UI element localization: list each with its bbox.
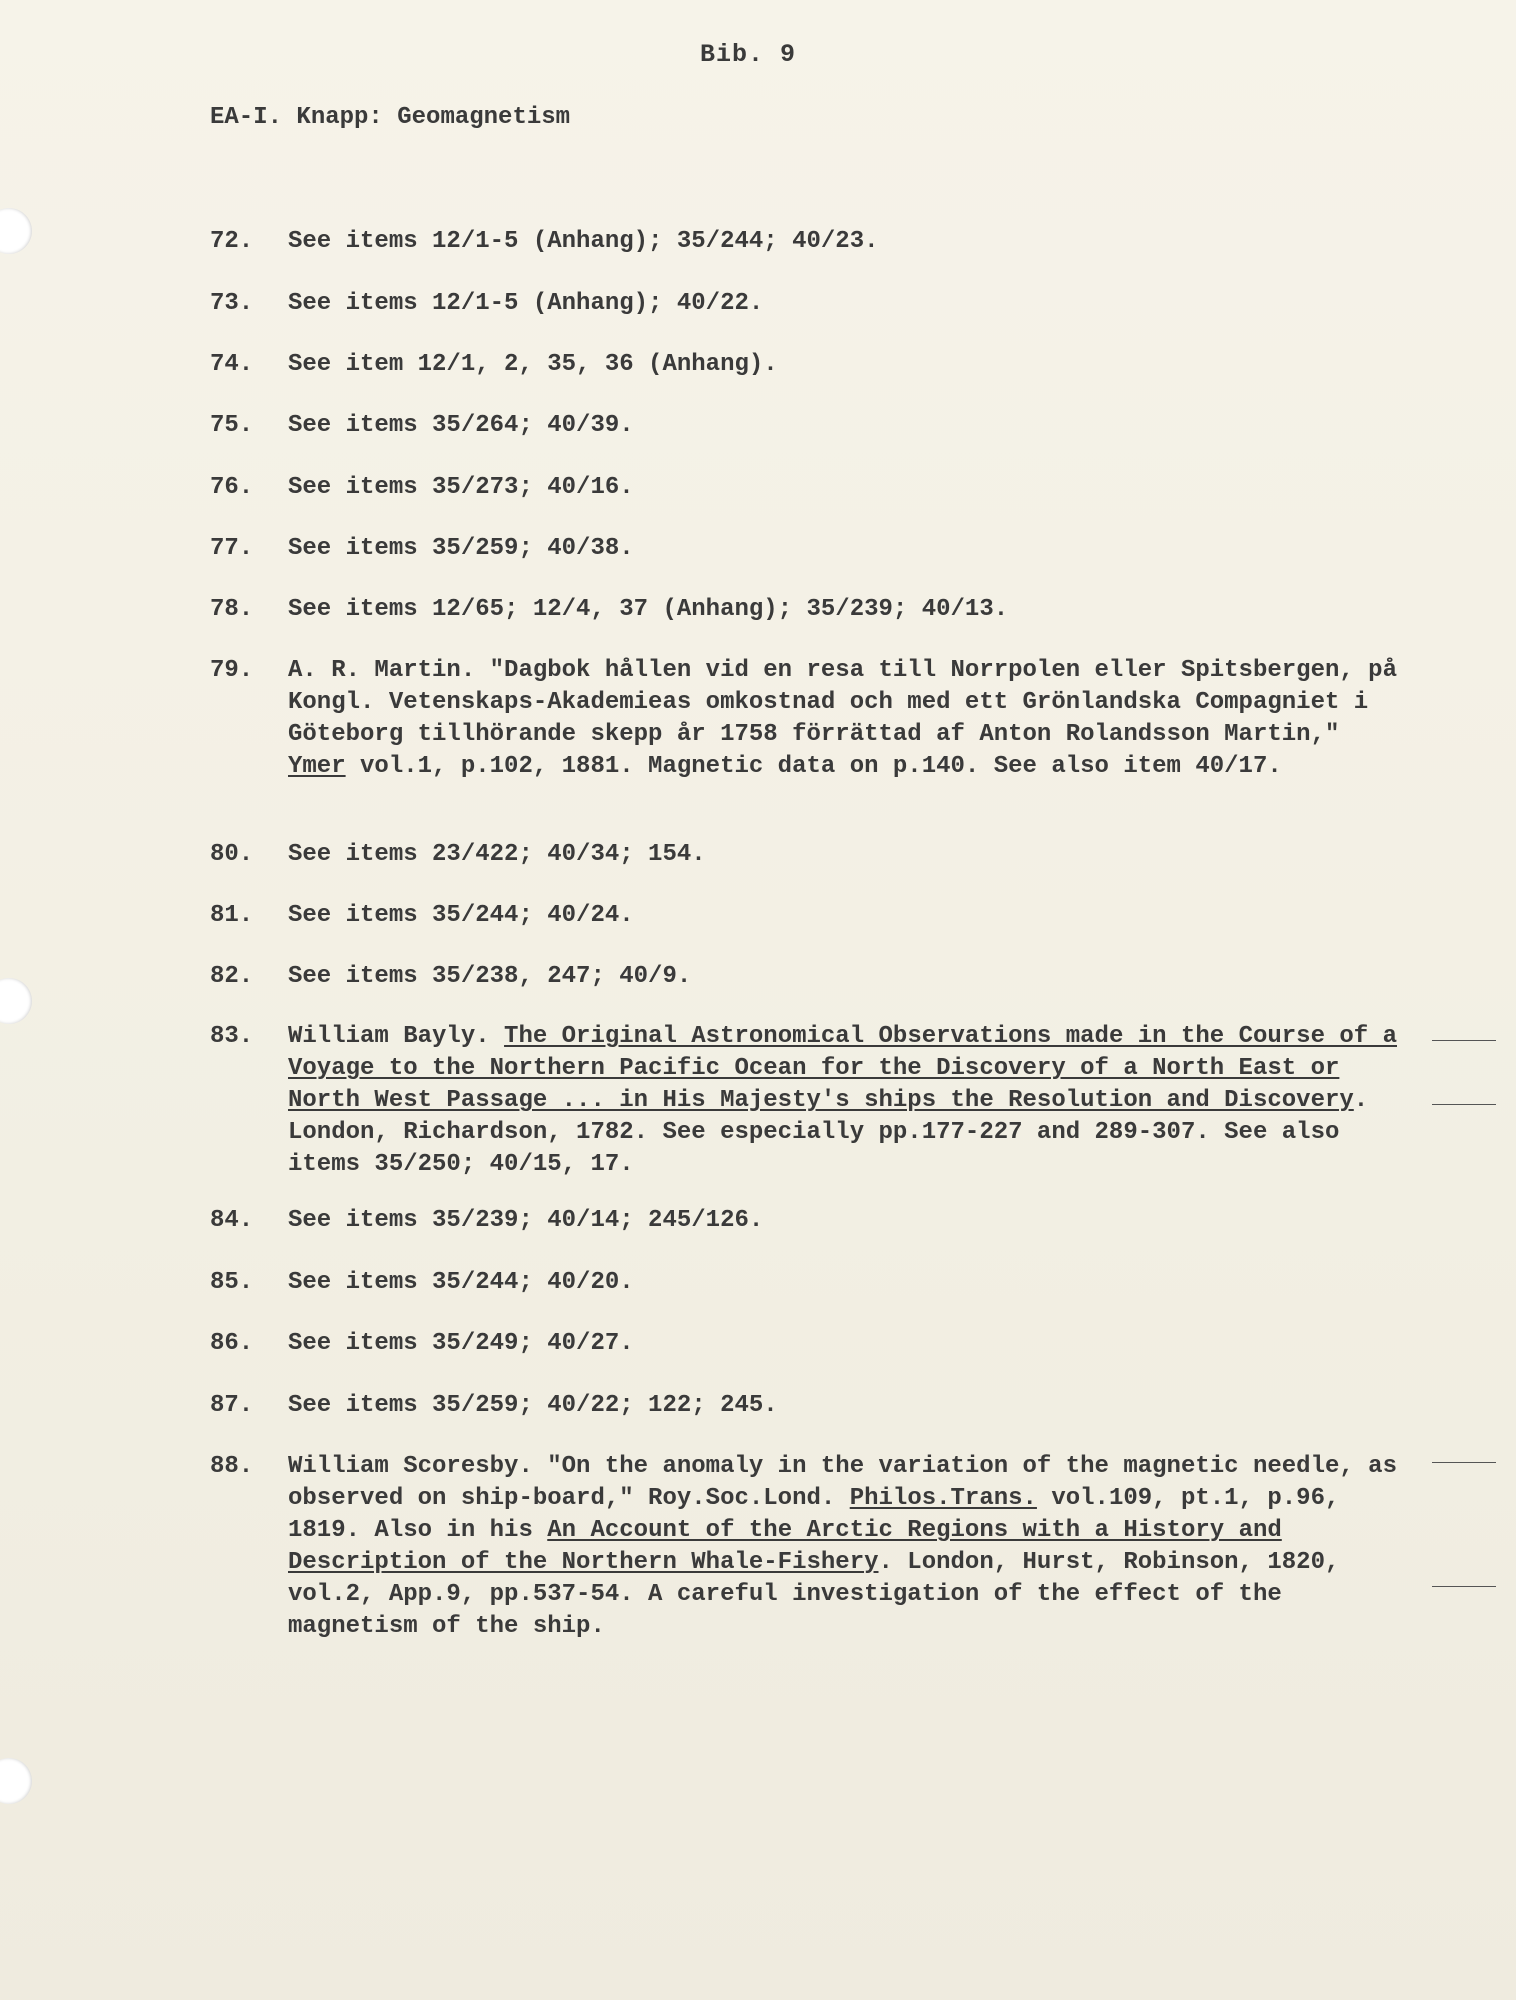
entry-number: 73. xyxy=(210,290,254,317)
entry-number: 74. xyxy=(210,351,254,378)
entry-text xyxy=(288,1451,1410,1643)
entry-number: 72. xyxy=(210,228,254,255)
entry-text: See item 12/1, 2, 35, 36 (Anhang). xyxy=(288,351,778,378)
entry-number: 86. xyxy=(210,1330,254,1357)
entry-84 xyxy=(210,1205,1410,1237)
entry-86 xyxy=(210,1328,1410,1360)
page-code: Bib. 9 xyxy=(700,40,797,69)
book-title: The Original Astronomical Observations made in the Course of a Voyage to the Northern Pacific Ocean for the Discovery of a North East or North West Passage ... in His Majesty's ships the Resolution and Discovery xyxy=(288,1023,1397,1114)
entry-87 xyxy=(210,1390,1410,1422)
entry-number: 82. xyxy=(210,963,254,990)
entry-81 xyxy=(210,900,1410,932)
page-title: EA-I. Knapp: Geomagnetism xyxy=(210,104,571,131)
journal-title: Ymer xyxy=(288,753,346,780)
entry-text-part: vol.109, pt.1, p.96, 1819. Also in his xyxy=(288,1485,1340,1544)
entry-number: 83. xyxy=(210,1023,254,1050)
entry-78 xyxy=(210,594,1410,626)
entry-88 xyxy=(210,1451,1410,1643)
entry-number: 75. xyxy=(210,412,254,439)
entry-text-part: . London, Richardson, 1782. See especially pp.177-227 and 289-307. See also items 35/250; 40/15, 17. xyxy=(288,1087,1369,1178)
entry-text-part: A. R. Martin. "Dagbok hållen vid en resa till Norrpolen eller Spitsbergen, på Kongl. Vetenskaps-Akademieas omkostnad och med ett Grönlandska Compagniet i Göteborg tillhörande skepp år 1758 förrättad af Anton Rolandsson Martin," xyxy=(288,657,1397,748)
entry-number: 87. xyxy=(210,1392,254,1419)
entry-number: 78. xyxy=(210,596,254,623)
entry-number: 81. xyxy=(210,902,254,929)
punch-hole-top xyxy=(0,208,32,254)
entry-text: See items 35/238, 247; 40/9. xyxy=(288,963,692,990)
margin-pencil-mark xyxy=(1432,1462,1496,1463)
entry-text: See items 35/259; 40/22; 122; 245. xyxy=(288,1392,778,1419)
book-title: An Account of the Arctic Regions with a History and Description of the Northern Whale-Fishery xyxy=(288,1517,1282,1576)
entry-text: See items 12/1-5 (Anhang); 35/244; 40/23. xyxy=(288,228,879,255)
entry-text: See items 35/273; 40/16. xyxy=(288,474,634,501)
entry-text: See items 35/244; 40/20. xyxy=(288,1269,634,1296)
entry-number: 84. xyxy=(210,1207,254,1234)
margin-pencil-mark xyxy=(1432,1040,1496,1041)
entry-77 xyxy=(210,533,1410,565)
entry-76 xyxy=(210,472,1410,504)
entry-73 xyxy=(210,288,1410,320)
margin-pencil-mark xyxy=(1432,1586,1496,1587)
entry-text: See items 35/244; 40/24. xyxy=(288,902,634,929)
entry-text-part: William Bayly. xyxy=(288,1023,505,1050)
entry-number: 79. xyxy=(210,657,254,684)
entry-number: 85. xyxy=(210,1269,254,1296)
entry-number: 80. xyxy=(210,841,254,868)
entry-80 xyxy=(210,839,1410,871)
entry-text: See items 35/264; 40/39. xyxy=(288,412,634,439)
entry-text-part: vol.1, p.102, 1881. Magnetic data on p.140. See also item 40/17. xyxy=(345,753,1282,780)
entry-text-part: William Scoresby. "On the anomaly in the variation of the magnetic needle, as observed on ship-board," Roy.Soc.Lond. xyxy=(288,1453,1397,1512)
entry-74 xyxy=(210,349,1410,381)
entry-83 xyxy=(210,1021,1410,1181)
entry-text: See items 35/249; 40/27. xyxy=(288,1330,634,1357)
entry-75 xyxy=(210,410,1410,442)
margin-pencil-mark xyxy=(1432,1104,1496,1105)
punch-hole-middle xyxy=(0,978,32,1024)
entry-text: See items 35/259; 40/38. xyxy=(288,535,634,562)
journal-title: Philos.Trans. xyxy=(849,1485,1037,1512)
entry-text: See items 35/239; 40/14; 245/126. xyxy=(288,1207,764,1234)
entry-number: 77. xyxy=(210,535,254,562)
entry-text-part: . London, Hurst, Robinson, 1820, vol.2, App.9, pp.537-54. A careful investigation of the effect of the magnetism of the ship. xyxy=(288,1549,1340,1640)
entry-text xyxy=(288,1021,1410,1181)
entry-72 xyxy=(210,226,1410,258)
entry-text: See items 12/65; 12/4, 37 (Anhang); 35/239; 40/13. xyxy=(288,596,1009,623)
entry-85 xyxy=(210,1267,1410,1299)
entry-text: See items 12/1-5 (Anhang); 40/22. xyxy=(288,290,764,317)
entry-text: See items 23/422; 40/34; 154. xyxy=(288,841,706,868)
entry-82 xyxy=(210,961,1410,993)
entry-text xyxy=(288,655,1410,783)
entry-number: 88. xyxy=(210,1453,254,1480)
entry-79 xyxy=(210,655,1410,783)
entry-number: 76. xyxy=(210,474,254,501)
punch-hole-bottom xyxy=(0,1758,32,1804)
